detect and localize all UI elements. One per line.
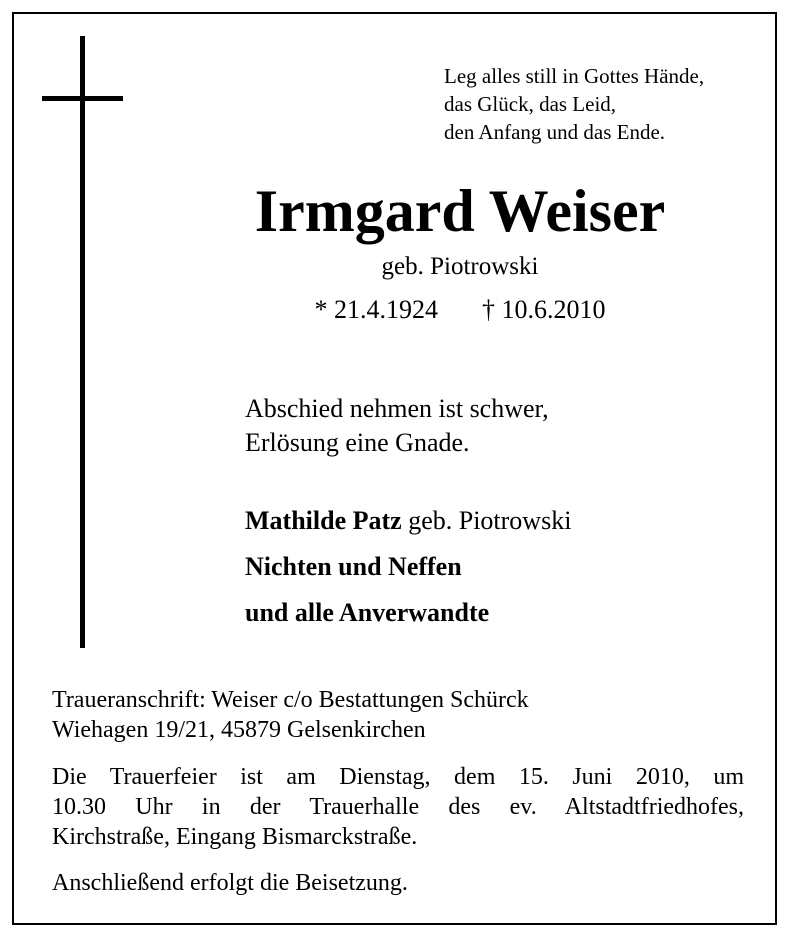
verse-line: Leg alles still in Gottes Hände, bbox=[444, 64, 705, 88]
quote-line: Abschied nehmen ist schwer, bbox=[245, 394, 549, 423]
mourner-name: Mathilde Patz bbox=[245, 506, 402, 535]
cross-icon-vertical-bar bbox=[80, 36, 85, 648]
mourner-entry: Nichten und Neffen bbox=[245, 552, 462, 581]
service-line: 10.30 Uhr in der Trauerhalle des ev. Altstadtfriedhofes, bbox=[52, 794, 744, 820]
service-line: Kirchstraße, Eingang Bismarckstraße. bbox=[52, 824, 418, 850]
farewell-quote bbox=[245, 392, 549, 460]
address-line: Wiehagen 19/21, 45879 Gelsenkirchen bbox=[52, 717, 426, 743]
funeral-service-info bbox=[52, 762, 744, 852]
mourning-address bbox=[52, 685, 744, 745]
maiden-name: geb. Piotrowski bbox=[381, 253, 539, 280]
burial-note: Anschließend erfolgt die Beisetzung. bbox=[52, 870, 408, 896]
verse-line: den Anfang und das Ende. bbox=[444, 120, 666, 144]
verse-block bbox=[444, 62, 704, 146]
quote-line: Erlösung eine Gnade. bbox=[245, 428, 470, 457]
deceased-name: Irmgard Weiser bbox=[254, 178, 666, 244]
mourner-maiden-name: geb. Piotrowski bbox=[401, 506, 572, 535]
service-line: Die Trauerfeier ist am Dienstag, dem 15. Juni 2010, um bbox=[52, 764, 744, 790]
address-line: Traueranschrift: Weiser c/o Bestattungen Schürck bbox=[52, 687, 529, 713]
death-date: † 10.6.2010 bbox=[482, 295, 606, 324]
life-dates bbox=[160, 294, 760, 326]
cross-icon-horizontal-bar bbox=[42, 96, 123, 101]
verse-line: das Glück, das Leid, bbox=[444, 92, 617, 116]
birth-date: * 21.4.1924 bbox=[314, 295, 438, 324]
mourner-entry bbox=[245, 503, 571, 549]
mourners-list bbox=[245, 503, 571, 641]
mourner-entry: und alle Anverwandte bbox=[245, 598, 490, 627]
